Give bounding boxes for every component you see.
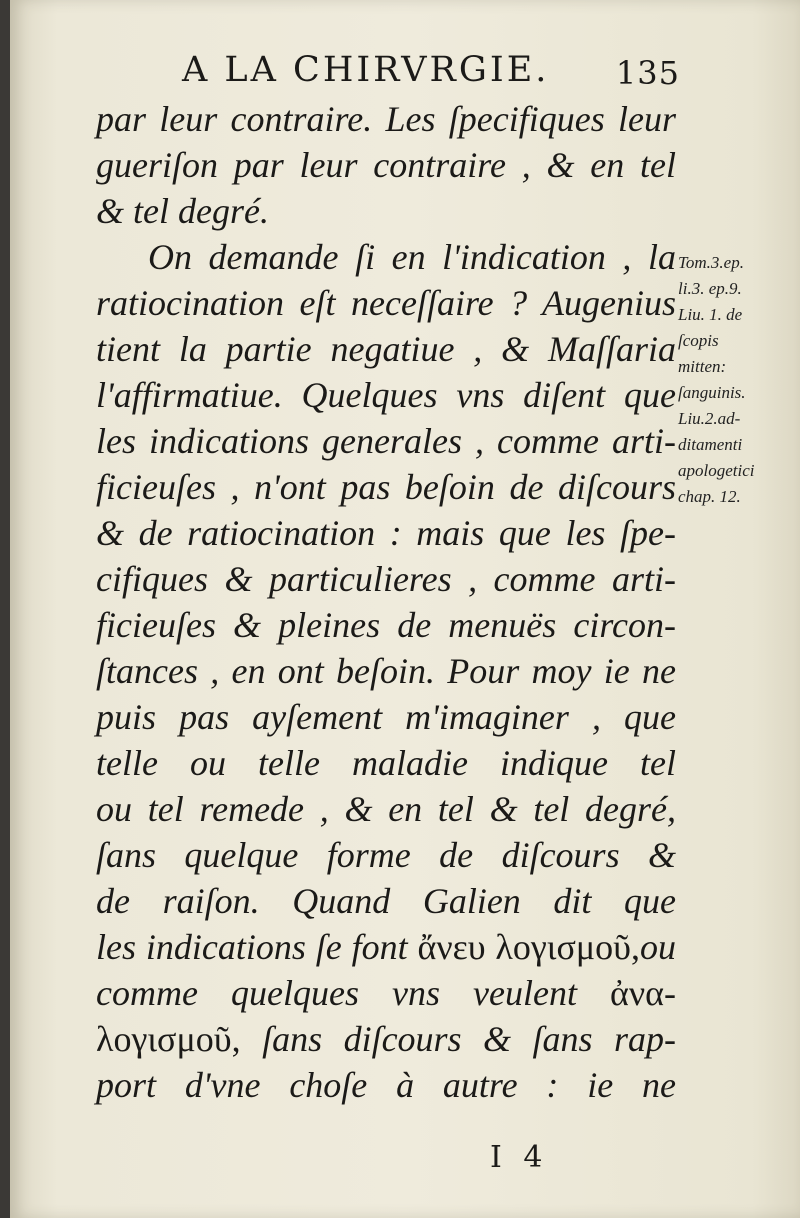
text-line: port d'vne choſe à autre : ie ne xyxy=(96,1065,676,1105)
text-line: ratiocination eſt neceſſaire ? Augenius xyxy=(96,283,676,323)
greek-fragment: λογισμοῦ, xyxy=(96,1019,241,1059)
text-line: gueriſon par leur contraire , & en tel xyxy=(96,145,676,185)
text-line: les indications generales , comme arti- xyxy=(96,421,676,461)
text-line: & tel degré. xyxy=(96,191,269,231)
text-line: puis pas ayſement m'imaginer , que xyxy=(96,697,676,737)
margin-notes xyxy=(678,250,798,510)
margin-note: ſanguinis. xyxy=(678,383,746,402)
text-line: ſans quelque forme de diſcours & xyxy=(96,835,676,875)
text-fragment: ou xyxy=(639,927,676,967)
text-line: On demande ſi en l'indication , la xyxy=(148,237,676,277)
text-line-mixed xyxy=(96,924,676,970)
text-line: tient la partie negatiue , & Maſſaria xyxy=(96,329,676,369)
text-line: par leur contraire. Les ſpecifiques leur xyxy=(96,99,676,139)
margin-note: Tom.3.ep. xyxy=(678,253,744,272)
margin-note: Liu. 1. de xyxy=(678,305,743,324)
text-line: & de ratiocination : mais que les ſpe- xyxy=(96,513,676,553)
body-text xyxy=(96,96,676,1108)
text-line: ficieuſes , n'ont pas beſoin de diſcours xyxy=(96,467,676,507)
text-fragment: les indications ſe font xyxy=(96,927,408,967)
text-fragment: ſans diſcours & ſans rap- xyxy=(262,1019,677,1059)
text-line: ſtances , en ont beſoin. Pour moy ie ne xyxy=(96,651,676,691)
greek-fragment: ἀνα- xyxy=(610,973,677,1013)
text-line: l'affirmatiue. Quelques vns diſent que xyxy=(96,375,676,415)
text-line: ou tel remede , & en tel & tel degré, xyxy=(96,789,676,829)
running-head: A LA CHIRVRGIE. xyxy=(182,50,550,90)
text-line: de raiſon. Quand Galien dit que xyxy=(96,881,676,921)
margin-note: mitten: xyxy=(678,357,727,376)
text-line: telle ou telle maladie indique tel xyxy=(96,743,676,783)
text-fragment: comme quelques vns veulent xyxy=(96,973,577,1013)
book-page xyxy=(10,0,800,1218)
margin-note: apologetici xyxy=(678,461,755,480)
text-line-mixed xyxy=(96,1016,676,1062)
text-line: ficieuſes & pleines de menuës circon- xyxy=(96,605,676,645)
page-number: 135 xyxy=(615,54,680,92)
margin-note: li.3. ep.9. xyxy=(678,279,742,298)
margin-note: chap. 12. xyxy=(678,487,741,506)
margin-note: ditamenti xyxy=(678,435,743,454)
margin-note: ſcopis xyxy=(678,331,719,350)
signature-mark: I 4 xyxy=(490,1140,549,1175)
text-line: cifiques & particulieres , comme arti- xyxy=(96,559,676,599)
margin-note: Liu.2.ad- xyxy=(678,409,741,428)
page-header xyxy=(160,50,680,100)
text-line-mixed xyxy=(96,970,676,1016)
greek-phrase: ἄνευ λογισμοῦ, xyxy=(417,927,640,967)
